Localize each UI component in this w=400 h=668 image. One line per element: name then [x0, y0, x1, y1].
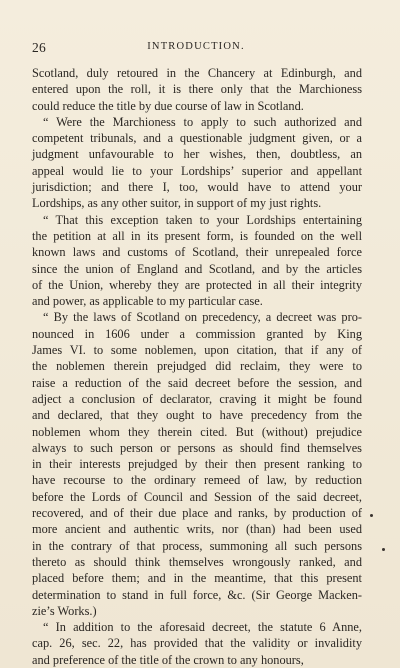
margin-dot-mark: [370, 514, 373, 517]
text-line: nounced in 1606 under a commission granted by King: [32, 326, 362, 341]
text-line: always to such person or persons as should find themselves: [32, 440, 362, 455]
text-line: before the Lords of Council and Session of the said decreet,: [32, 489, 362, 504]
text-line: raise a reduction of the said decreet before the session, and: [32, 375, 362, 390]
text-line: known laws and customs of Scotland, their unrepealed force: [32, 245, 362, 260]
text-line: of the Union, whereby they are protected in all their integrity: [32, 277, 362, 292]
text-line: appeal would lie to your Lordships’ superior and appellant: [32, 163, 362, 178]
text-line: the noblemen therein prejudged did reclaim, they were to: [32, 359, 362, 374]
text-line: placed before them; and in the meantime, that this present: [32, 571, 362, 586]
page-header: [32, 40, 360, 56]
text-line: in their interests prejudged by their then present ranking to: [32, 457, 362, 472]
text-line: entered upon the roll, it is there only that the Marchioness: [32, 82, 362, 97]
text-line: and preference of the title of the crown to any honours,: [32, 652, 304, 667]
text-line: “ In addition to the aforesaid decreet, the statute 6 Anne,: [43, 620, 362, 635]
text-line: determination to stand in full force, &c. (Sir George Macken-: [32, 587, 362, 602]
text-line: “ By the laws of Scotland on precedency, a decreet was pro-: [43, 310, 362, 325]
text-line: Scotland, duly retoured in the Chancery at Edinburgh, and: [32, 66, 362, 80]
text-line: since the union of England and Scotland, and by the articles: [32, 261, 362, 276]
text-line: adject a conclusion of declarator, craving it might be found: [32, 391, 362, 406]
text-line: cap. 26, sec. 22, has provided that the validity or invalidity: [32, 636, 362, 651]
text-line: and declared, that they ought to have precedency from the: [32, 408, 362, 423]
text-line: “ Were the Marchioness to apply to such authorized and: [43, 114, 362, 129]
text-line: thereto as should think themselves wrongously ranked, and: [32, 554, 362, 569]
text-line: Lordships, as any other suitor, in support of my just rights.: [32, 196, 322, 211]
text-line: competent tribunals, and a questionable judgment given, or a: [32, 131, 362, 146]
text-line: noblemen whom they therein cited. But (without) prejudice: [32, 424, 362, 439]
text-line: the petition at all in its present form, is founded on the well: [32, 228, 362, 243]
text-line: judgment unfavourable to her wishes, then, doubtless, an: [32, 147, 362, 162]
text-line: recovered, and of their due place and ranks, by production of: [32, 506, 362, 521]
text-line: more ancient and authentic writs, nor (than) had been used: [32, 522, 362, 537]
text-line: jurisdiction; and there I, too, would have to attend your: [32, 180, 362, 195]
body-text: [32, 65, 362, 668]
text-line: have recourse to the ordinary remeed of law, by reduction: [32, 473, 362, 488]
margin-dot-mark: [382, 548, 385, 551]
text-line: zie’s Works.): [32, 603, 97, 618]
text-line: “ That this exception taken to your Lordships entertaining: [43, 212, 362, 227]
text-line: James VI. to some noblemen, upon citation, that if any of: [32, 343, 362, 358]
text-line: in the contrary of that process, summoning all such persons: [32, 538, 362, 553]
running-head: INTRODUCTION.: [147, 41, 245, 52]
text-line: could reduce the title by due course of law in Scotland.: [32, 98, 304, 113]
page-number: 26: [32, 40, 46, 55]
text-line: and power, as applicable to my particular case.: [32, 294, 263, 309]
